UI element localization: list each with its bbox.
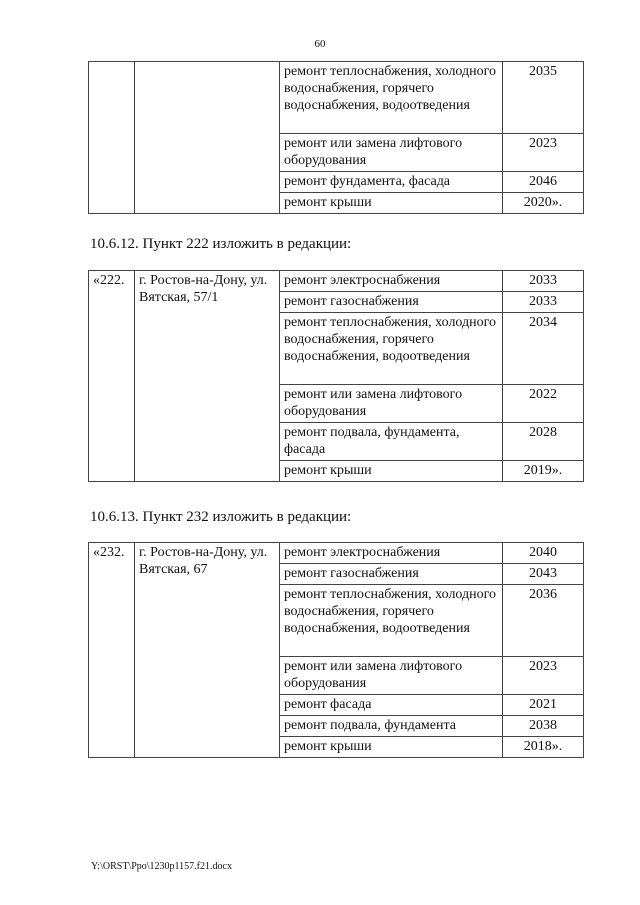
table-row (89, 543, 584, 564)
address-cell: г. Ростов-на-Дону, ул. Вятская, 67 (135, 543, 280, 758)
year-cell: 2033 (503, 271, 584, 292)
work-type-cell: ремонт крыши (280, 193, 503, 214)
document-file-path: Y:\ORST\Ppo\1230p1157.f21.docx (91, 861, 232, 872)
year-cell: 2035 (503, 62, 584, 134)
work-type-cell: ремонт теплоснабжения, холодного водоснабжения, горячего водоснабжения, водоотведения (280, 62, 503, 134)
work-type-cell: ремонт или замена лифтового оборудования (280, 385, 503, 423)
year-cell: 2046 (503, 172, 584, 193)
repair-schedule-table-continued (88, 61, 584, 214)
work-type-cell: ремонт подвала, фундамента, фасада (280, 423, 503, 461)
work-type-cell: ремонт газоснабжения (280, 564, 503, 585)
work-type-cell: ремонт фасада (280, 695, 503, 716)
item-number-cell: «222. (89, 271, 135, 482)
amendment-heading-232: 10.6.13. Пункт 232 изложить в редакции: (90, 509, 352, 525)
year-cell: 2043 (503, 564, 584, 585)
work-type-cell: ремонт фундамента, фасада (280, 172, 503, 193)
year-cell: 2034 (503, 313, 584, 385)
work-type-cell: ремонт электроснабжения (280, 271, 503, 292)
year-cell: 2018». (503, 737, 584, 758)
year-cell: 2020». (503, 193, 584, 214)
address-cell: г. Ростов-на-Дону, ул. Вятская, 57/1 (135, 271, 280, 482)
year-cell: 2040 (503, 543, 584, 564)
year-cell: 2038 (503, 716, 584, 737)
year-cell: 2019». (503, 461, 584, 482)
year-cell: 2023 (503, 134, 584, 172)
year-cell: 2023 (503, 657, 584, 695)
table-row (89, 271, 584, 292)
repair-schedule-table-232 (88, 542, 584, 758)
work-type-cell: ремонт крыши (280, 461, 503, 482)
year-cell: 2036 (503, 585, 584, 657)
year-cell: 2033 (503, 292, 584, 313)
year-cell: 2021 (503, 695, 584, 716)
item-number-cell: «232. (89, 543, 135, 758)
work-type-cell: ремонт электроснабжения (280, 543, 503, 564)
item-number-cell (89, 62, 135, 214)
page-number: 60 (314, 38, 326, 50)
work-type-cell: ремонт газоснабжения (280, 292, 503, 313)
work-type-cell: ремонт теплоснабжения, холодного водоснабжения, горячего водоснабжения, водоотведения (280, 585, 503, 657)
year-cell: 2028 (503, 423, 584, 461)
address-cell (135, 62, 280, 214)
table-row (89, 62, 584, 134)
repair-schedule-table-222 (88, 270, 584, 482)
year-cell: 2022 (503, 385, 584, 423)
work-type-cell: ремонт крыши (280, 737, 503, 758)
work-type-cell: ремонт подвала, фундамента (280, 716, 503, 737)
work-type-cell: ремонт или замена лифтового оборудования (280, 657, 503, 695)
work-type-cell: ремонт или замена лифтового оборудования (280, 134, 503, 172)
work-type-cell: ремонт теплоснабжения, холодного водоснабжения, горячего водоснабжения, водоотведения (280, 313, 503, 385)
amendment-heading-222: 10.6.12. Пункт 222 изложить в редакции: (90, 236, 352, 252)
